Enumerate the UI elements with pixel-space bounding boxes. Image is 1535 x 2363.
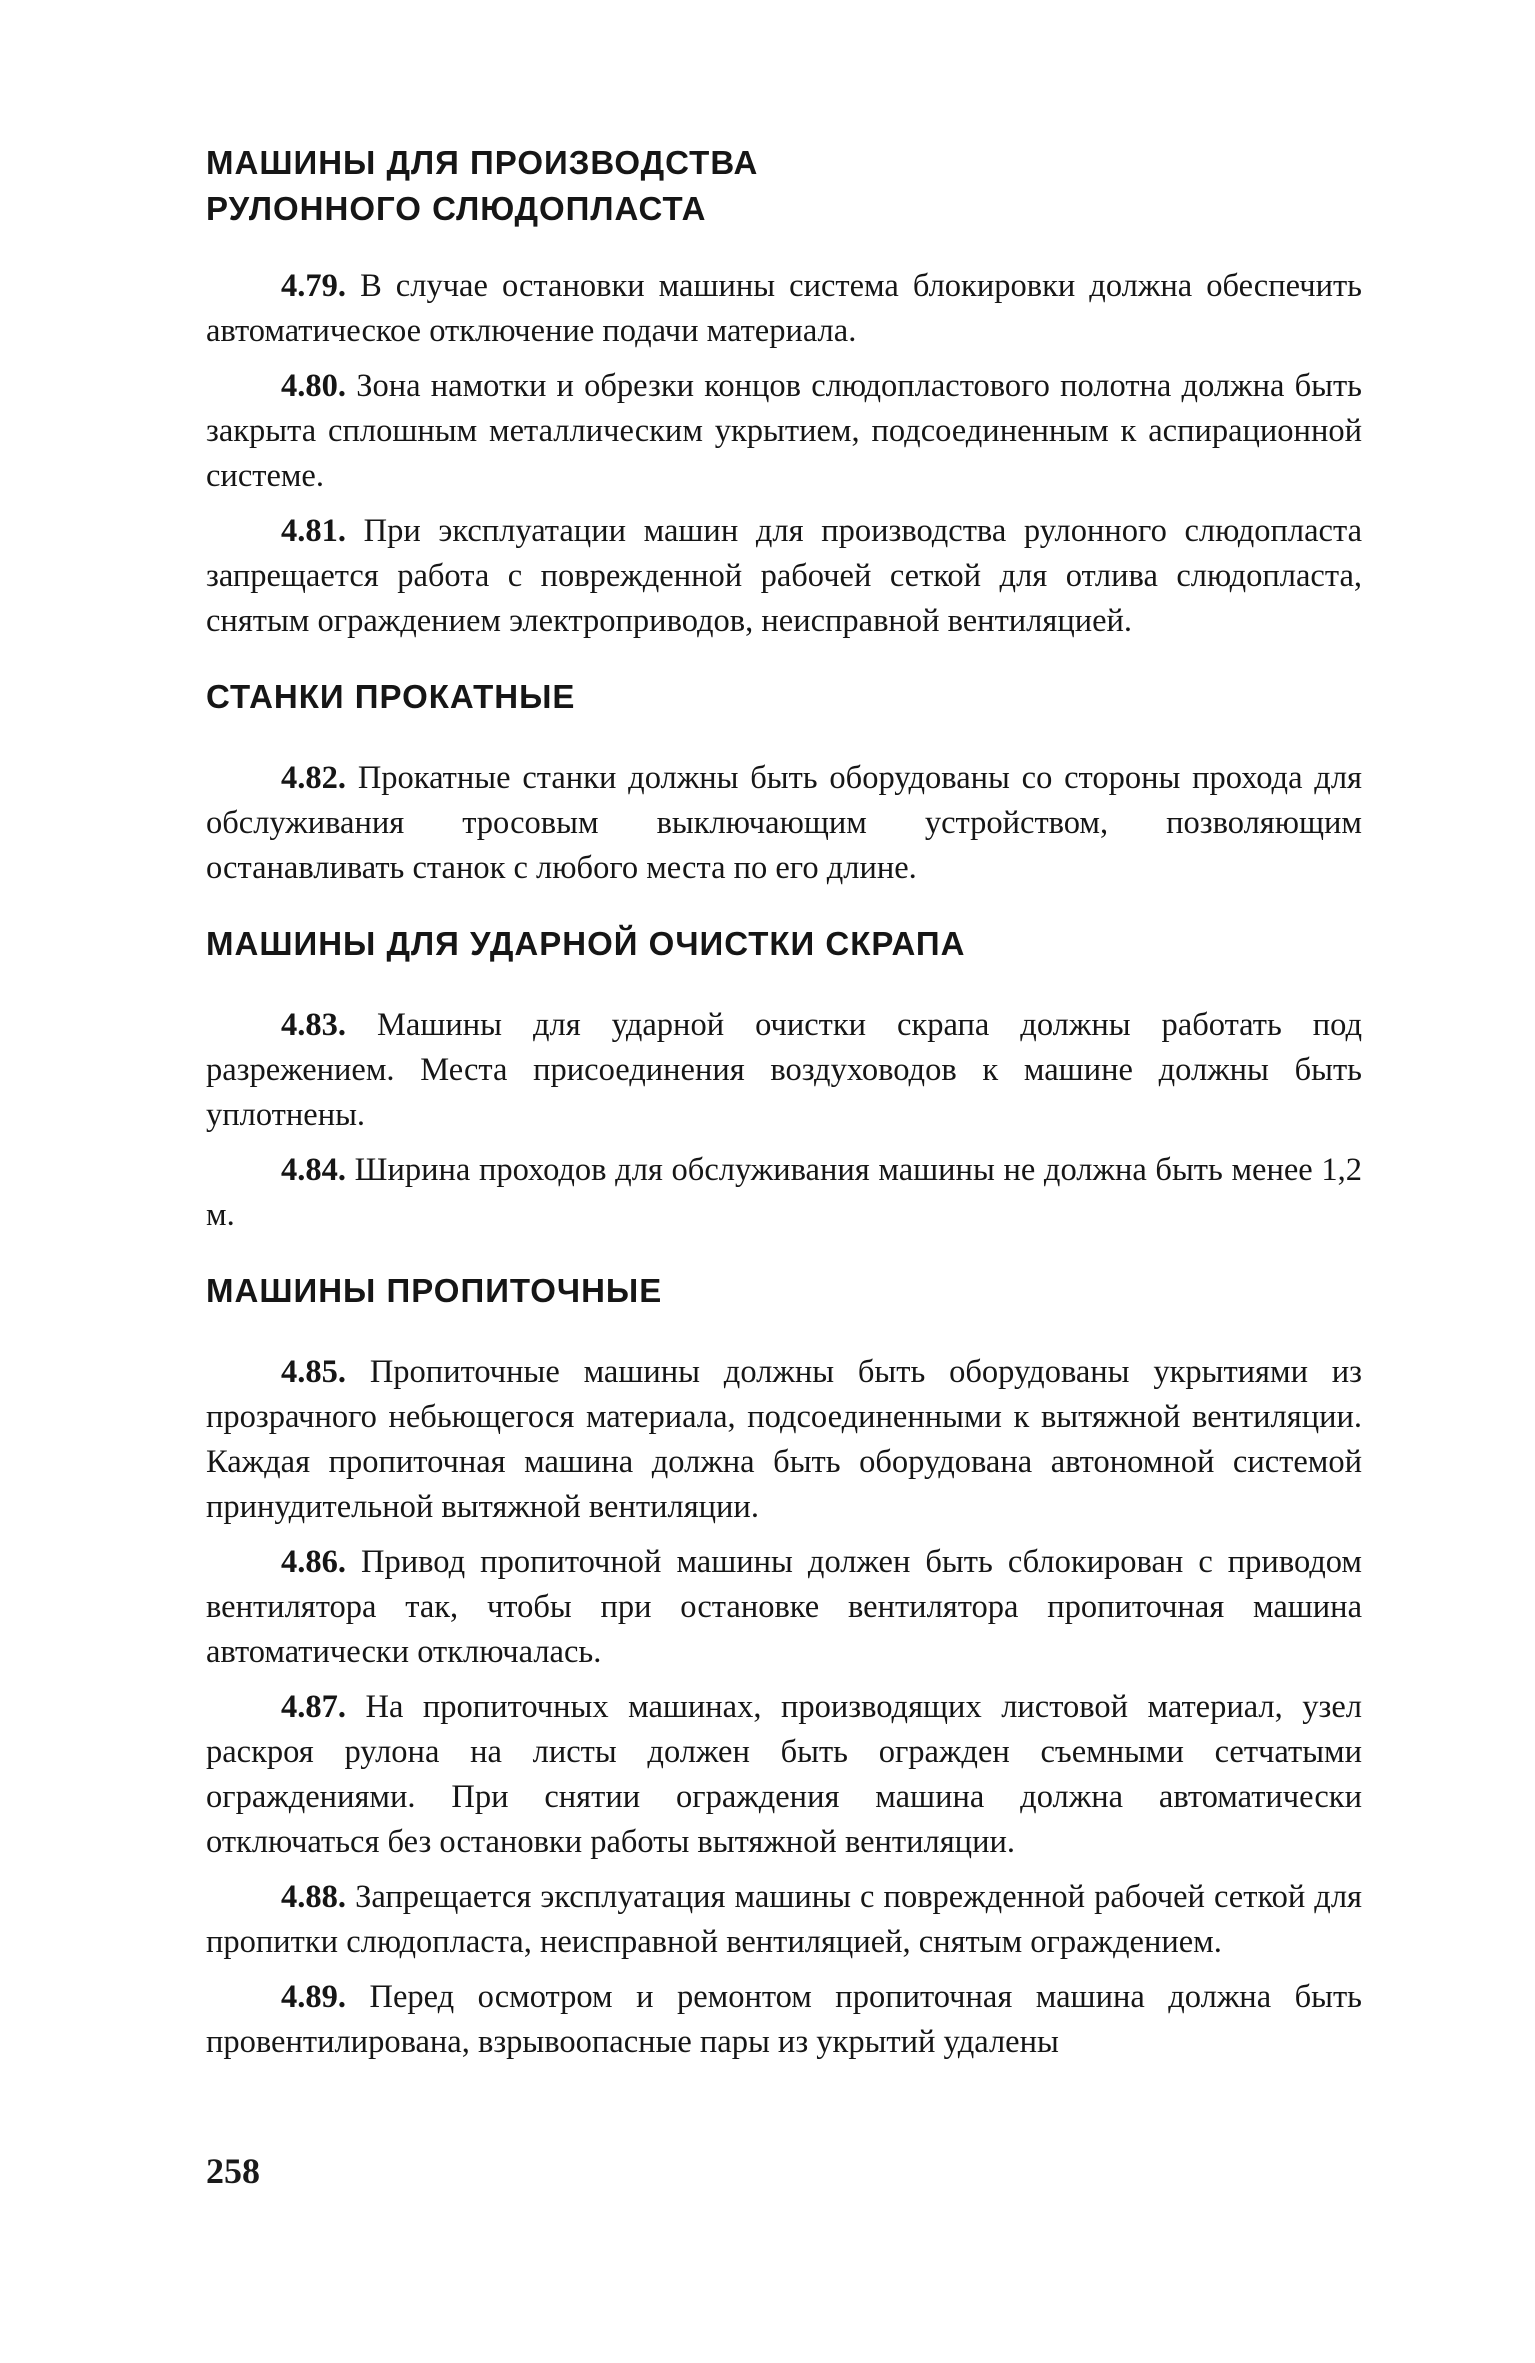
paragraph-text: Прокатные станки должны быть оборудованы со стороны прохода для обслуживания тросовым выключающим устройством, позволяющим останавливать станок с любого места по его длине. — [206, 760, 1363, 886]
paragraph-4-82 — [206, 756, 1362, 891]
paragraph-number: 4.81. — [281, 513, 346, 549]
paragraph-number: 4.85. — [281, 1354, 346, 1390]
paragraph-4-80 — [206, 364, 1362, 499]
paragraph-4-89 — [206, 1975, 1362, 2065]
paragraph-number: 4.83. — [281, 1007, 346, 1043]
paragraph-4-79 — [206, 264, 1362, 354]
paragraph-text: Машины для ударной очистки скрапа должны работать под разрежением. Места присоединения воздуховодов к машине должны быть уплотнены. — [206, 1007, 1363, 1133]
section-heading-line-2: РУЛОННОГО СЛЮДОПЛАСТА — [206, 190, 707, 227]
paragraph-number: 4.79. — [281, 268, 346, 304]
paragraph-4-85 — [206, 1350, 1362, 1530]
paragraph-number: 4.84. — [281, 1152, 346, 1188]
section-heading-impregnating-machines: МАШИНЫ ПРОПИТОЧНЫЕ — [206, 1272, 663, 1309]
paragraph-number: 4.86. — [281, 1544, 346, 1580]
paragraph-number: 4.82. — [281, 760, 346, 796]
paragraph-text: Зона намотки и обрезки концов слюдопластового полотна должна быть закрыта сплошным металлическим укрытием, подсоединенным к аспирационной системе. — [206, 368, 1363, 494]
paragraph-4-84 — [206, 1148, 1362, 1238]
paragraph-text: В случае остановки машины система блокировки должна обеспечить автоматическое отключение подачи материала. — [206, 268, 1363, 349]
paragraph-4-81 — [206, 509, 1362, 644]
paragraph-4-83 — [206, 1003, 1362, 1138]
paragraph-number: 4.80. — [281, 368, 346, 404]
section-heading-scrap-cleaning-machines: МАШИНЫ ДЛЯ УДАРНОЙ ОЧИСТКИ СКРАПА — [206, 925, 966, 962]
paragraph-4-87 — [206, 1685, 1362, 1865]
paragraph-text: При эксплуатации машин для производства рулонного слюдопласта запрещается работа с поврежденной рабочей сеткой для отлива слюдопласта, снятым ограждением электроприводов, неисправной вентиляцией. — [206, 513, 1363, 639]
page-number: 258 — [206, 2151, 260, 2191]
section-heading-rolling-machines: СТАНКИ ПРОКАТНЫЕ — [206, 678, 576, 715]
paragraph-text: На пропиточных машинах, производящих листовой материал, узел раскроя рулона на листы должен быть огражден съемными сетчатыми ограждениями. При снятии ограждения машина должна автоматически отключаться без остановки работы вытяжной вентиляции. — [206, 1689, 1363, 1860]
paragraph-text: Запрещается эксплуатация машины с поврежденной рабочей сеткой для пропитки слюдопласта, неисправной вентиляцией, снятым ограждением. — [206, 1879, 1362, 1960]
paragraph-number: 4.88. — [281, 1879, 346, 1915]
paragraph-4-86 — [206, 1540, 1362, 1675]
paragraph-4-88 — [206, 1875, 1362, 1965]
paragraph-text: Пропиточные машины должны быть оборудованы укрытиями из прозрачного небьющегося материала, подсоединенными к вытяжной вентиляции. Каждая пропиточная машина должна быть оборудована автономной системой принудительной вытяжной вентиляции. — [206, 1354, 1363, 1525]
paragraph-text: Ширина проходов для обслуживания машины не должна быть менее 1,2 м. — [206, 1152, 1362, 1233]
paragraph-text: Перед осмотром и ремонтом пропиточная машина должна быть провентилирована, взрывоопасные пары из укрытий удалены — [206, 1979, 1362, 2060]
section-heading-mica-roll-machines — [206, 140, 1362, 232]
section-heading-line-1: МАШИНЫ ДЛЯ ПРОИЗВОДСТВА — [206, 144, 759, 181]
paragraph-number: 4.89. — [281, 1979, 346, 2015]
paragraph-number: 4.87. — [281, 1689, 346, 1725]
document-page — [206, 140, 1362, 2075]
paragraph-text: Привод пропиточной машины должен быть сблокирован с приводом вентилятора так, чтобы при остановке вентилятора пропиточная машина автоматически отключалась. — [206, 1544, 1362, 1670]
